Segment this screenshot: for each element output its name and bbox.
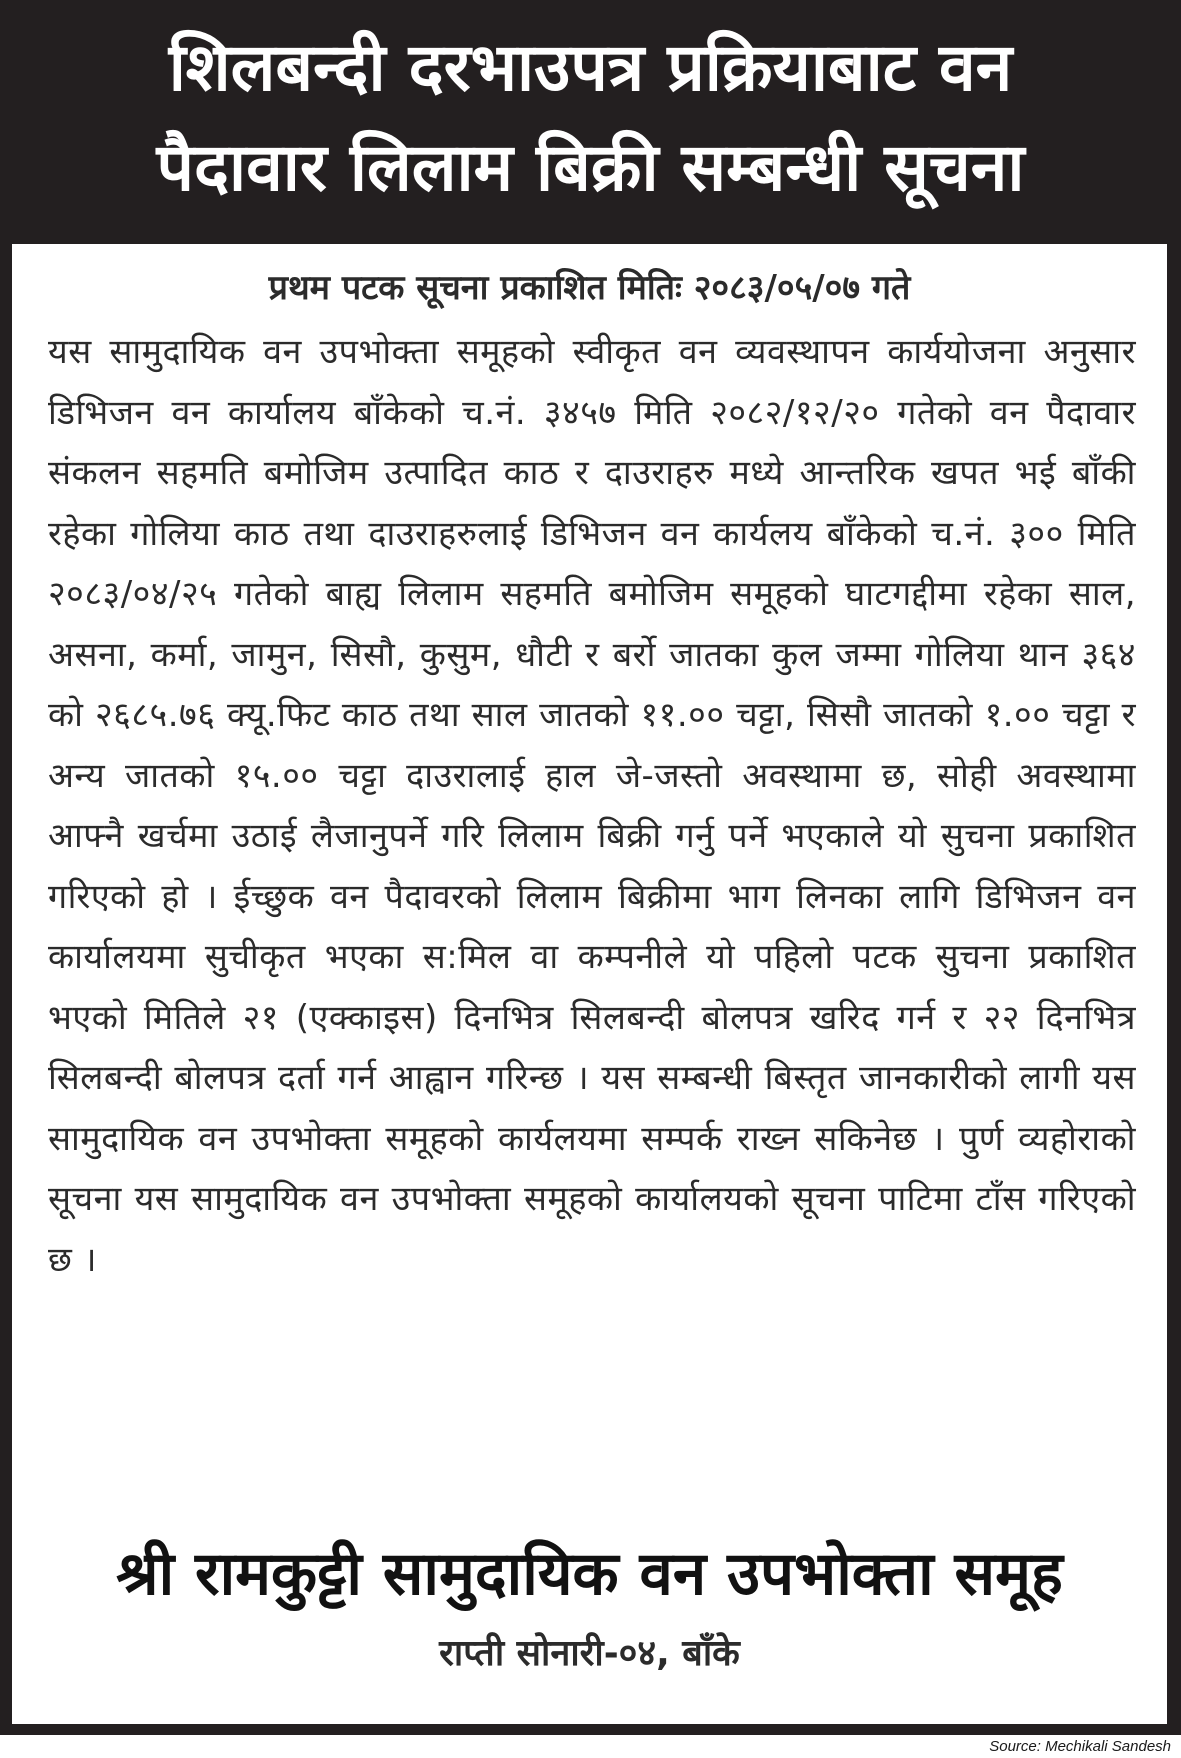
organization-address: राप्ती सोनारी-०४, बाँके (439, 1633, 740, 1674)
organization-name: श्री रामकुट्टी सामुदायिक वन उपभोक्ता समूह (116, 1539, 1063, 1609)
notice-body: यस सामुदायिक वन उपभोक्ता समूहको स्वीकृत वन व्यवस्थापन कार्ययोजना अनुसार डिभिजन वन कार्यालय बाँकेको च.नं. ३४५७ मिति २०८२/१२/२० गतेको वन पैदावार संकलन सहमति बमोजिम उत्पादित काठ र दाउराहरु मध्ये आन्तरिक खपत भई बाँकी रहेका गोलिया काठ तथा दाउराहरुलाई डिभिजन वन कार्यलय बाँकेको च.नं. ३०० मिति २०८३/०४/२५ गतेको बाह्य लिलाम सहमति बमोजिम समूहको घाटगद्दीमा रहेका साल, असना, कर्मा, जामुन, सिसौ, कुसुम, धौटी र बर्रो जातका कुल जम्मा गोलिया थान ३६४ को २६८५.७६ क्यू.फिट काठ तथा साल जातको ११.०० चट्टा, सिसौ जातको १.०० चट्टा र अन्य जातको १५.०० चट्टा दाउरालाई हाल जे-जस्तो अवस्थामा छ, सोही अवस्थामा आफ्नै खर्चमा उठाई लैजानुपर्ने गरि लिलाम बिक्री गर्नु पर्ने भएकाले यो सुचना प्रकाशित गरिएको हो । ईच्छुक वन पैदावरको लिलाम बिक्रीमा भाग लिनका लागि डिभिजन वन कार्यालयमा सुचीकृत भएका स:मिल वा कम्पनीले यो पहिलो पटक सुचना प्रकाशित भएको मितिले २१ (एक्काइस) दिनभित्र सिलबन्दी बोलपत्र खरिद गर्न र २२ दिनभित्र सिलबन्दी बोलपत्र दर्ता गर्न आह्वान गरिन्छ । यस सम्बन्धी बिस्तृत जानकारीको लागी यस सामुदायिक वन उपभोक्ता समूहको कार्यलयमा सम्पर्क राख्न सकिनेछ । पुर्ण व्यहोराको सूचना यस सामुदायिक वन उपभोक्ता समूहको कार्यालयको सूचना पाटिमा टाँस गरिएको छ । (48, 332, 1136, 1280)
notice-title-line-2: पैदावार लिलाम बिक्री सम्बन्धी सूचना (156, 129, 1025, 206)
notice-content-panel (12, 244, 1167, 1724)
publish-date: प्रथम पटक सूचना प्रकाशित मितिः २०८३/०५/०७ गते (268, 268, 911, 308)
notice-title (0, 18, 1181, 218)
notice-title-line-1: शिलबन्दी दरभाउपत्र प्रक्रियाबाट वन (168, 29, 1013, 106)
source-credit: Source: Mechikali Sandesh (989, 1738, 1171, 1755)
